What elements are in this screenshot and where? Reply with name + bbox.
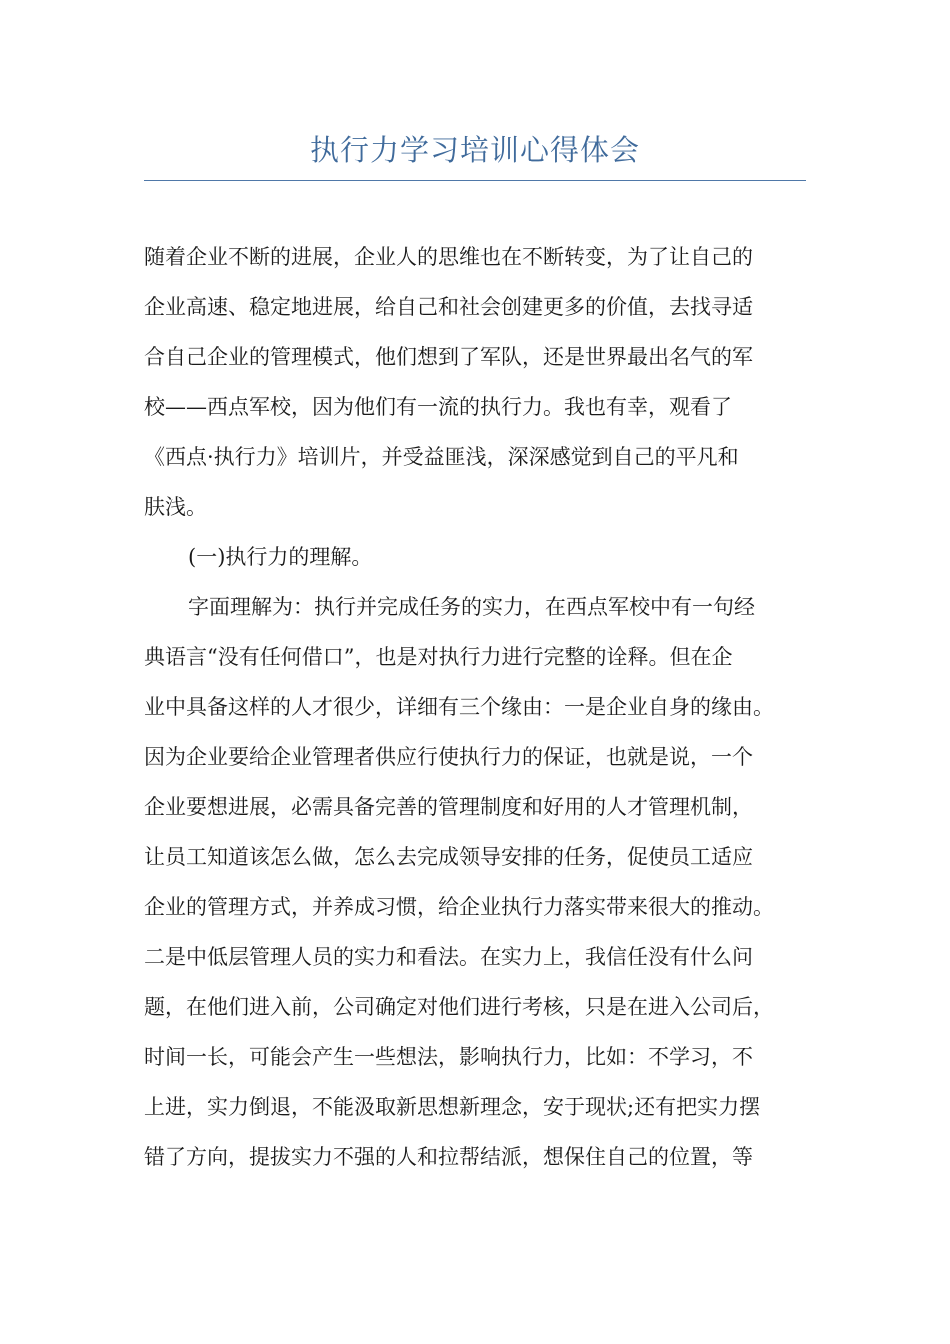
body-line: 字面理解为：执行并完成任务的实力，在西点军校中有一句经 bbox=[188, 595, 755, 619]
body-line: 《西点·执行力》培训片，并受益匪浅，深深感觉到自己的平凡和 bbox=[144, 445, 739, 469]
body-line: 上进，实力倒退，不能汲取新思想新理念，安于现状;还有把实力摆 bbox=[144, 1095, 761, 1119]
body-line: 肤浅。 bbox=[144, 495, 207, 519]
title-divider bbox=[144, 180, 806, 181]
body-line: 合自己企业的管理模式，他们想到了军队，还是世界最出名气的军 bbox=[144, 345, 753, 369]
body-line: 题，在他们进入前，公司确定对他们进行考核，只是在进入公司后， bbox=[144, 995, 774, 1019]
body-line: 错了方向，提拔实力不强的人和拉帮结派，想保住自己的位置，等 bbox=[144, 1145, 753, 1169]
body-line: 企业要想进展，必需具备完善的管理制度和好用的人才管理机制， bbox=[144, 795, 753, 819]
body-line: 让员工知道该怎么做，怎么去完成领导安排的任务，促使员工适应 bbox=[144, 845, 753, 869]
body-line: 因为企业要给企业管理者供应行使执行力的保证，也就是说，一个 bbox=[144, 745, 753, 769]
body-line: 企业高速、稳定地进展，给自己和社会创建更多的价值，去找寻适 bbox=[144, 295, 753, 319]
body-line: 时间一长，可能会产生一些想法，影响执行力，比如：不学习，不 bbox=[144, 1045, 753, 1069]
body-line: 随着企业不断的进展，企业人的思维也在不断转变，为了让自己的 bbox=[144, 245, 753, 269]
body-line: 校——西点军校，因为他们有一流的执行力。我也有幸，观看了 bbox=[144, 395, 732, 419]
body-line: 二是中低层管理人员的实力和看法。在实力上，我信任没有什么问 bbox=[144, 945, 753, 969]
body-line: 企业的管理方式，并养成习惯，给企业执行力落实带来很大的推动。 bbox=[144, 895, 774, 919]
body-line: 业中具备这样的人才很少，详细有三个缘由：一是企业自身的缘由。 bbox=[144, 695, 774, 719]
body-line: 典语言“没有任何借口”，也是对执行力进行完整的诠释。但在企 bbox=[144, 645, 733, 669]
document-title: 执行力学习培训心得体会 bbox=[309, 133, 640, 167]
section-heading: (一)执行力的理解。 bbox=[188, 545, 373, 569]
